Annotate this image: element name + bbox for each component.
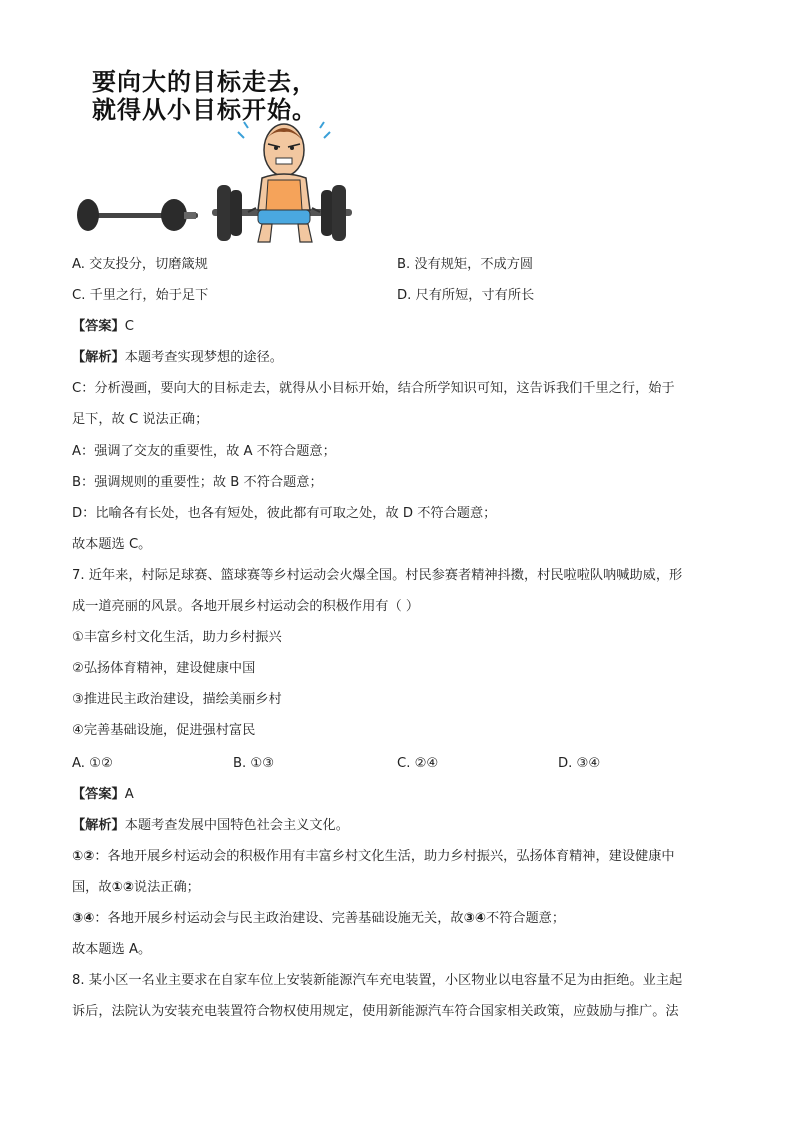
q6-analysis [72,349,283,367]
analysis-label: 【解析】 [72,350,125,365]
q7-item-4: ④完善基础设施，促进强村富民 [72,723,256,738]
q6-conclusion: 故本题选 C。 [72,537,152,552]
q8-stem-line-1: 8. 某小区一名业主要求在自家车位上安装新能源汽车充电装置，小区物业以电容量不足为由拒绝。业主起 [72,973,683,988]
choice-marks: ①② [111,880,134,895]
answer-value: A [124,787,134,802]
q7-analysis [72,817,349,835]
analysis-text: 本题考查发展中国特色社会主义文化。 [124,818,349,833]
small-barbell-icon [77,199,198,231]
q7-item-2: ②弘扬体育精神，建设健康中国 [72,661,256,676]
q6-d-explanation: D：比喻各有长处，也各有短处，彼此都有可取之处，故 D 不符合题意； [72,506,497,521]
explanation-text: 国，故 [72,880,112,895]
q8-stem-line-2: 诉后，法院认为安装充电装置符合物权使用规定，使用新能源汽车符合国家相关政策，应鼓励与推广。法 [72,1004,679,1019]
explanation-text: ：各地开展乡村运动会的积极作用有丰富乡村文化生活，助力乡村振兴，弘扬体育精神，建设健康中 [94,849,675,864]
q7-stem-line-1: 7. 近年来，村际足球赛、篮球赛等乡村运动会火爆全国。村民参赛者精神抖擞，村民啦啦队呐喊助威，形 [72,568,683,583]
q6-b-explanation: B：强调规则的重要性；故 B 不符合题意； [72,475,323,490]
q7-option-b: B. ①③ [233,756,275,771]
q7-item-3: ③推进民主政治建设，描绘美丽乡村 [72,692,282,707]
q7-option-c: C. ②④ [397,756,439,771]
q7-explanation-2 [72,910,565,928]
q6-option-b: B. 没有规矩，不成方圆 [397,257,534,272]
analysis-label: 【解析】 [72,818,125,833]
q7-item-1: ①丰富乡村文化生活，助力乡村振兴 [72,630,282,645]
choice-marks: ①② [72,849,95,864]
q7-answer [72,786,134,804]
straining-man-icon [238,122,330,242]
q6-c-explanation-line-2: 足下，故 C 说法正确； [72,412,209,427]
q7-option-d: D. ③④ [558,756,601,771]
comic-illustration [72,60,372,250]
analysis-text: 本题考查实现梦想的途径。 [124,350,283,365]
comic-caption-line-1: 要向大的目标走去， [92,68,317,96]
answer-label: 【答案】 [72,787,125,802]
explanation-text: 说法正确； [133,880,200,895]
q7-stem-line-2: 成一道亮丽的风景。各地开展乡村运动会的积极作用有（ ） [72,599,420,614]
q7-conclusion: 故本题选 A。 [72,942,152,957]
weightlifting-cartoon [72,120,372,250]
choice-marks: ③④ [463,911,486,926]
q6-c-explanation-line-1: C：分析漫画，要向大的目标走去，就得从小目标开始，结合所学知识可知，这告诉我们千里之行，始于 [72,381,675,396]
explanation-text: ：各地开展乡村运动会与民主政治建设、完善基础设施无关，故 [94,911,464,926]
q6-option-a: A. 交友投分，切磨箴规 [72,257,208,272]
comic-caption-line-2: 就得从小目标开始。 [92,96,317,124]
q7-option-a: A. ①② [72,756,113,771]
choice-marks: ③④ [72,911,95,926]
explanation-text: 不符合题意； [485,911,566,926]
q7-explanation-1-line-1 [72,848,675,866]
q6-answer [72,318,134,336]
q7-explanation-1-line-2 [72,879,200,897]
q6-option-d: D. 尺有所短，寸有所长 [397,288,535,303]
q6-a-explanation: A：强调了交友的重要性，故 A 不符合题意； [72,444,336,459]
q6-option-c: C. 千里之行，始于足下 [72,288,209,303]
answer-label: 【答案】 [72,319,125,334]
answer-value: C [124,319,134,334]
